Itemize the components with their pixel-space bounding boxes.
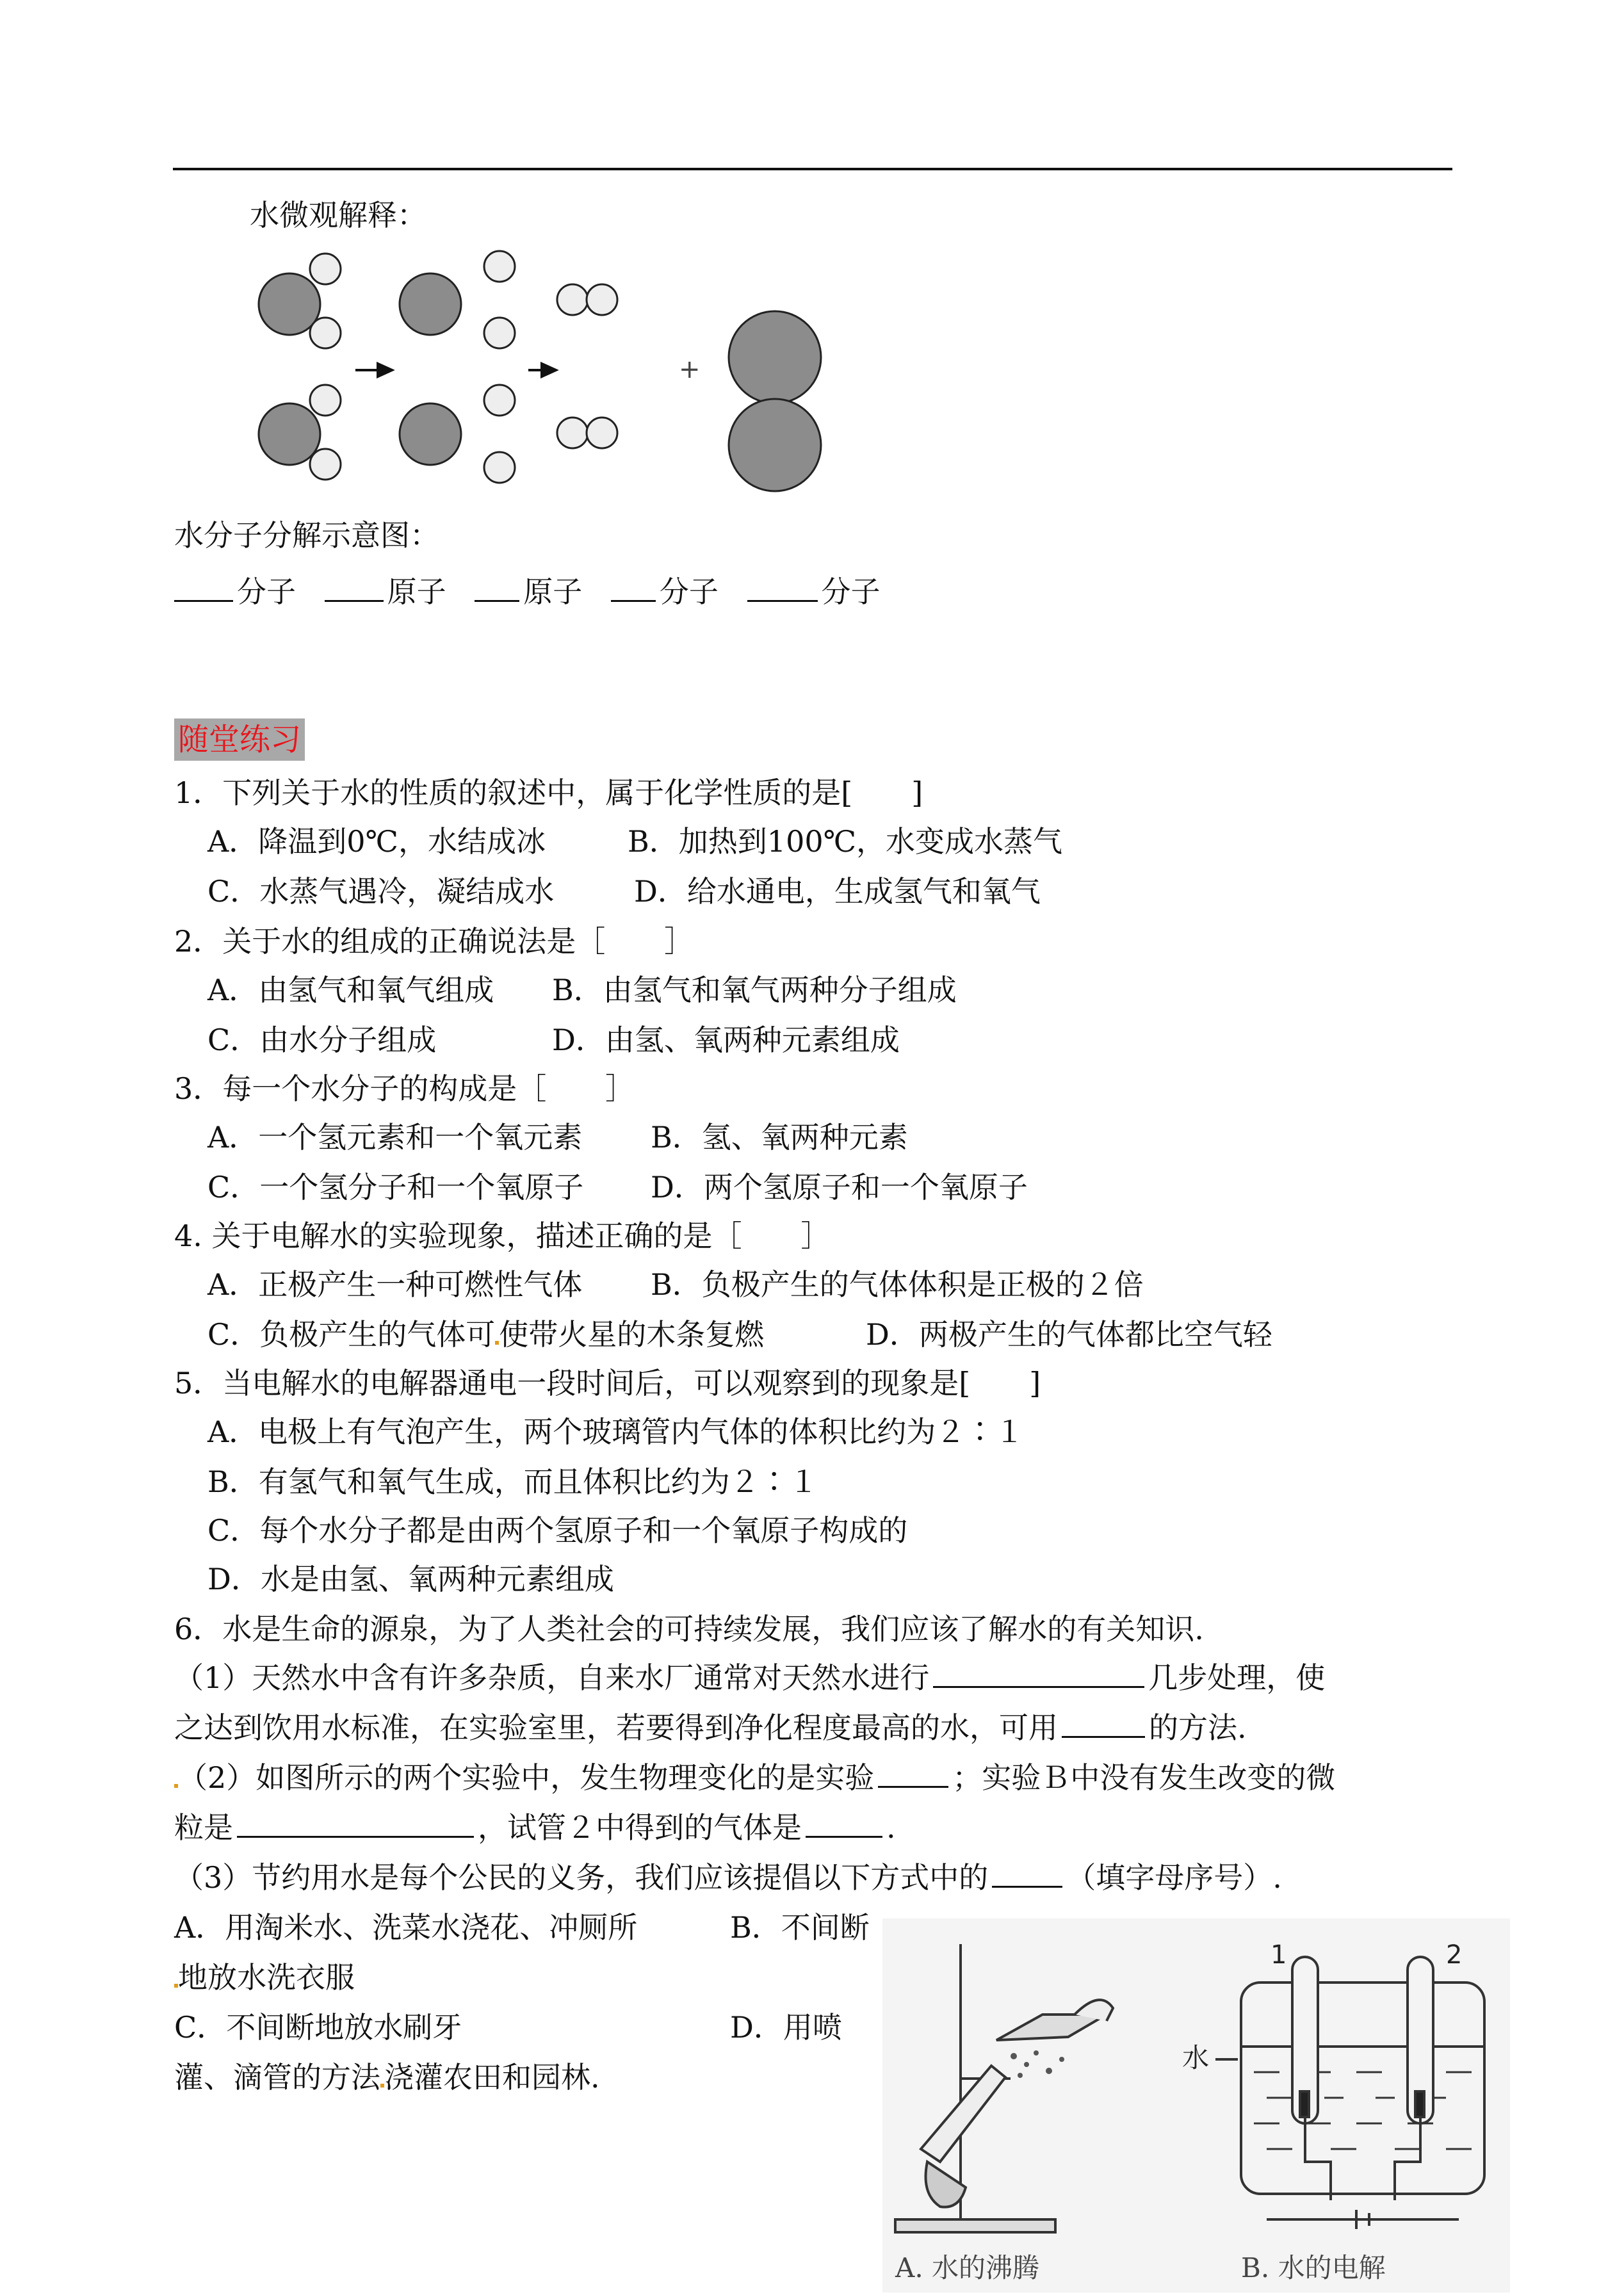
micro-title: 水微观解释： — [250, 198, 426, 232]
figure-label-b: B. 水的电解 — [1241, 2252, 1386, 2283]
q2-option-d: D．由氢、氧两种元素组成 — [552, 1023, 900, 1057]
q3-option-d: D．两个氢原子和一个氧原子 — [651, 1170, 1028, 1204]
answer-blank[interactable] — [1062, 1709, 1145, 1738]
blank-label: 分子 — [821, 574, 881, 609]
blank[interactable] — [747, 573, 818, 602]
plus-sign: + — [679, 355, 701, 384]
q2-option-c: C．由水分子组成 — [207, 1023, 437, 1057]
q6-part1-line1: （1）天然水中含有许多杂质，自来水厂通常对天然水进行 几步处理，使 — [174, 1660, 1326, 1695]
q1-option-b: B．加热到100℃，水变成水蒸气 — [628, 824, 1063, 859]
answer-blank[interactable] — [806, 1809, 882, 1838]
blank[interactable] — [325, 573, 384, 602]
answer-blank[interactable] — [992, 1859, 1062, 1888]
q5-option-c: C．每个水分子都是由两个氢原子和一个氧原子构成的 — [207, 1513, 908, 1548]
blank[interactable] — [475, 573, 519, 602]
q6-part3: （3）节约用水是每个公民的义务，我们应该提倡以下方式中的 （填字母序号）. — [174, 1860, 1282, 1895]
q4-option-d: D．两极产生的气体都比空气轻 — [866, 1317, 1272, 1352]
q6-part2-line1: （2）如图所示的两个实验中，发生物理变化的是实验 ；实验Ｂ中没有发生改变的微 — [174, 1758, 1335, 1797]
q6-part2-line2: 粒是 ，试管２中得到的气体是 . — [174, 1810, 896, 1845]
water-decomposition-diagram — [243, 243, 845, 499]
blank[interactable] — [174, 573, 233, 602]
answer-blank[interactable] — [878, 1759, 948, 1788]
answer-blank[interactable] — [933, 1659, 1144, 1688]
q5-option-d: D．水是由氢、氧两种元素组成 — [207, 1562, 614, 1596]
q2-stem: 2．关于水的组成的正确说法是［ ］ — [174, 924, 694, 959]
blank[interactable] — [611, 573, 656, 602]
q1-option-d: D．给水通电，生成氢气和氧气 — [634, 874, 1041, 909]
q2-option-b: B．由氢气和氧气两种分子组成 — [552, 973, 957, 1007]
q6-option-b: B．不间断 — [730, 1910, 870, 1945]
q2-option-a: A．由氢气和氧气组成 — [207, 973, 494, 1007]
tube-1-label: 1 — [1271, 1940, 1287, 1970]
q1-stem: 1．下列关于水的性质的叙述中，属于化学性质的是[ ] — [174, 775, 923, 810]
q4-option-a: A．正极产生一种可燃性气体 — [207, 1267, 583, 1302]
experiment-figure — [882, 1918, 1510, 2292]
fill-blanks-row — [174, 572, 881, 611]
header-rule — [173, 168, 1452, 170]
q6-option-a: A．用淘米水、洗菜水浇花、冲厕所 — [174, 1910, 638, 1945]
q5-option-b: B．有氢气和氧气生成，而且体积比约为２∶１ — [207, 1464, 818, 1499]
blank-label: 原子 — [523, 574, 583, 609]
q4-option-c: C．负极产生的气体可 使带火星的木条复燃 — [207, 1317, 765, 1352]
q3-option-c: C．一个氢分子和一个氧原子 — [207, 1170, 584, 1204]
q5-stem: 5．当电解水的电解器通电一段时间后，可以观察到的现象是[ ] — [174, 1366, 1041, 1400]
q3-option-a: A．一个氢元素和一个氧元素 — [207, 1120, 583, 1155]
blank-label: 分子 — [659, 574, 719, 609]
q3-option-b: B．氢、氧两种元素 — [651, 1120, 908, 1155]
q6-option-b-cont: 地放水洗衣服 — [174, 1958, 355, 1997]
diagram-caption: 水分子分解示意图： — [174, 518, 439, 553]
q5-option-a: A．电极上有气泡产生，两个玻璃管内气体的体积比约为２∶１ — [207, 1415, 1025, 1449]
answer-blank[interactable] — [237, 1809, 474, 1838]
water-label: 水 — [1182, 2042, 1210, 2073]
q6-option-c: C．不间断地放水刷牙 — [174, 2010, 462, 2045]
q1-option-a: A．降温到0℃，水结成冰 — [207, 824, 546, 859]
section-tag: 随堂练习 — [174, 718, 305, 761]
tube-2-label: 2 — [1446, 1940, 1463, 1970]
q4-stem: 4. 关于电解水的实验现象，描述正确的是［ ］ — [174, 1219, 831, 1253]
blank-label: 原子 — [387, 574, 446, 609]
blank-label: 分子 — [237, 574, 296, 609]
q3-stem: 3．每一个水分子的构成是［ ］ — [174, 1071, 635, 1106]
q4-option-b: B．负极产生的气体体积是正极的２倍 — [651, 1267, 1144, 1302]
q6-stem: 6．水是生命的源泉，为了人类社会的可持续发展，我们应该了解水的有关知识. — [174, 1612, 1204, 1646]
q6-part1-line2: 之达到饮用水标准，在实验室里，若要得到净化程度最高的水，可用 的方法. — [174, 1710, 1247, 1745]
q1-option-c: C．水蒸气遇冷，凝结成水 — [207, 874, 555, 909]
figure-label-a: A. 水的沸腾 — [895, 2252, 1040, 2283]
q6-option-d-cont: 灌、滴管的方法 浇灌农田和园林. — [174, 2060, 600, 2095]
q6-option-d: D．用喷 — [730, 2010, 842, 2045]
